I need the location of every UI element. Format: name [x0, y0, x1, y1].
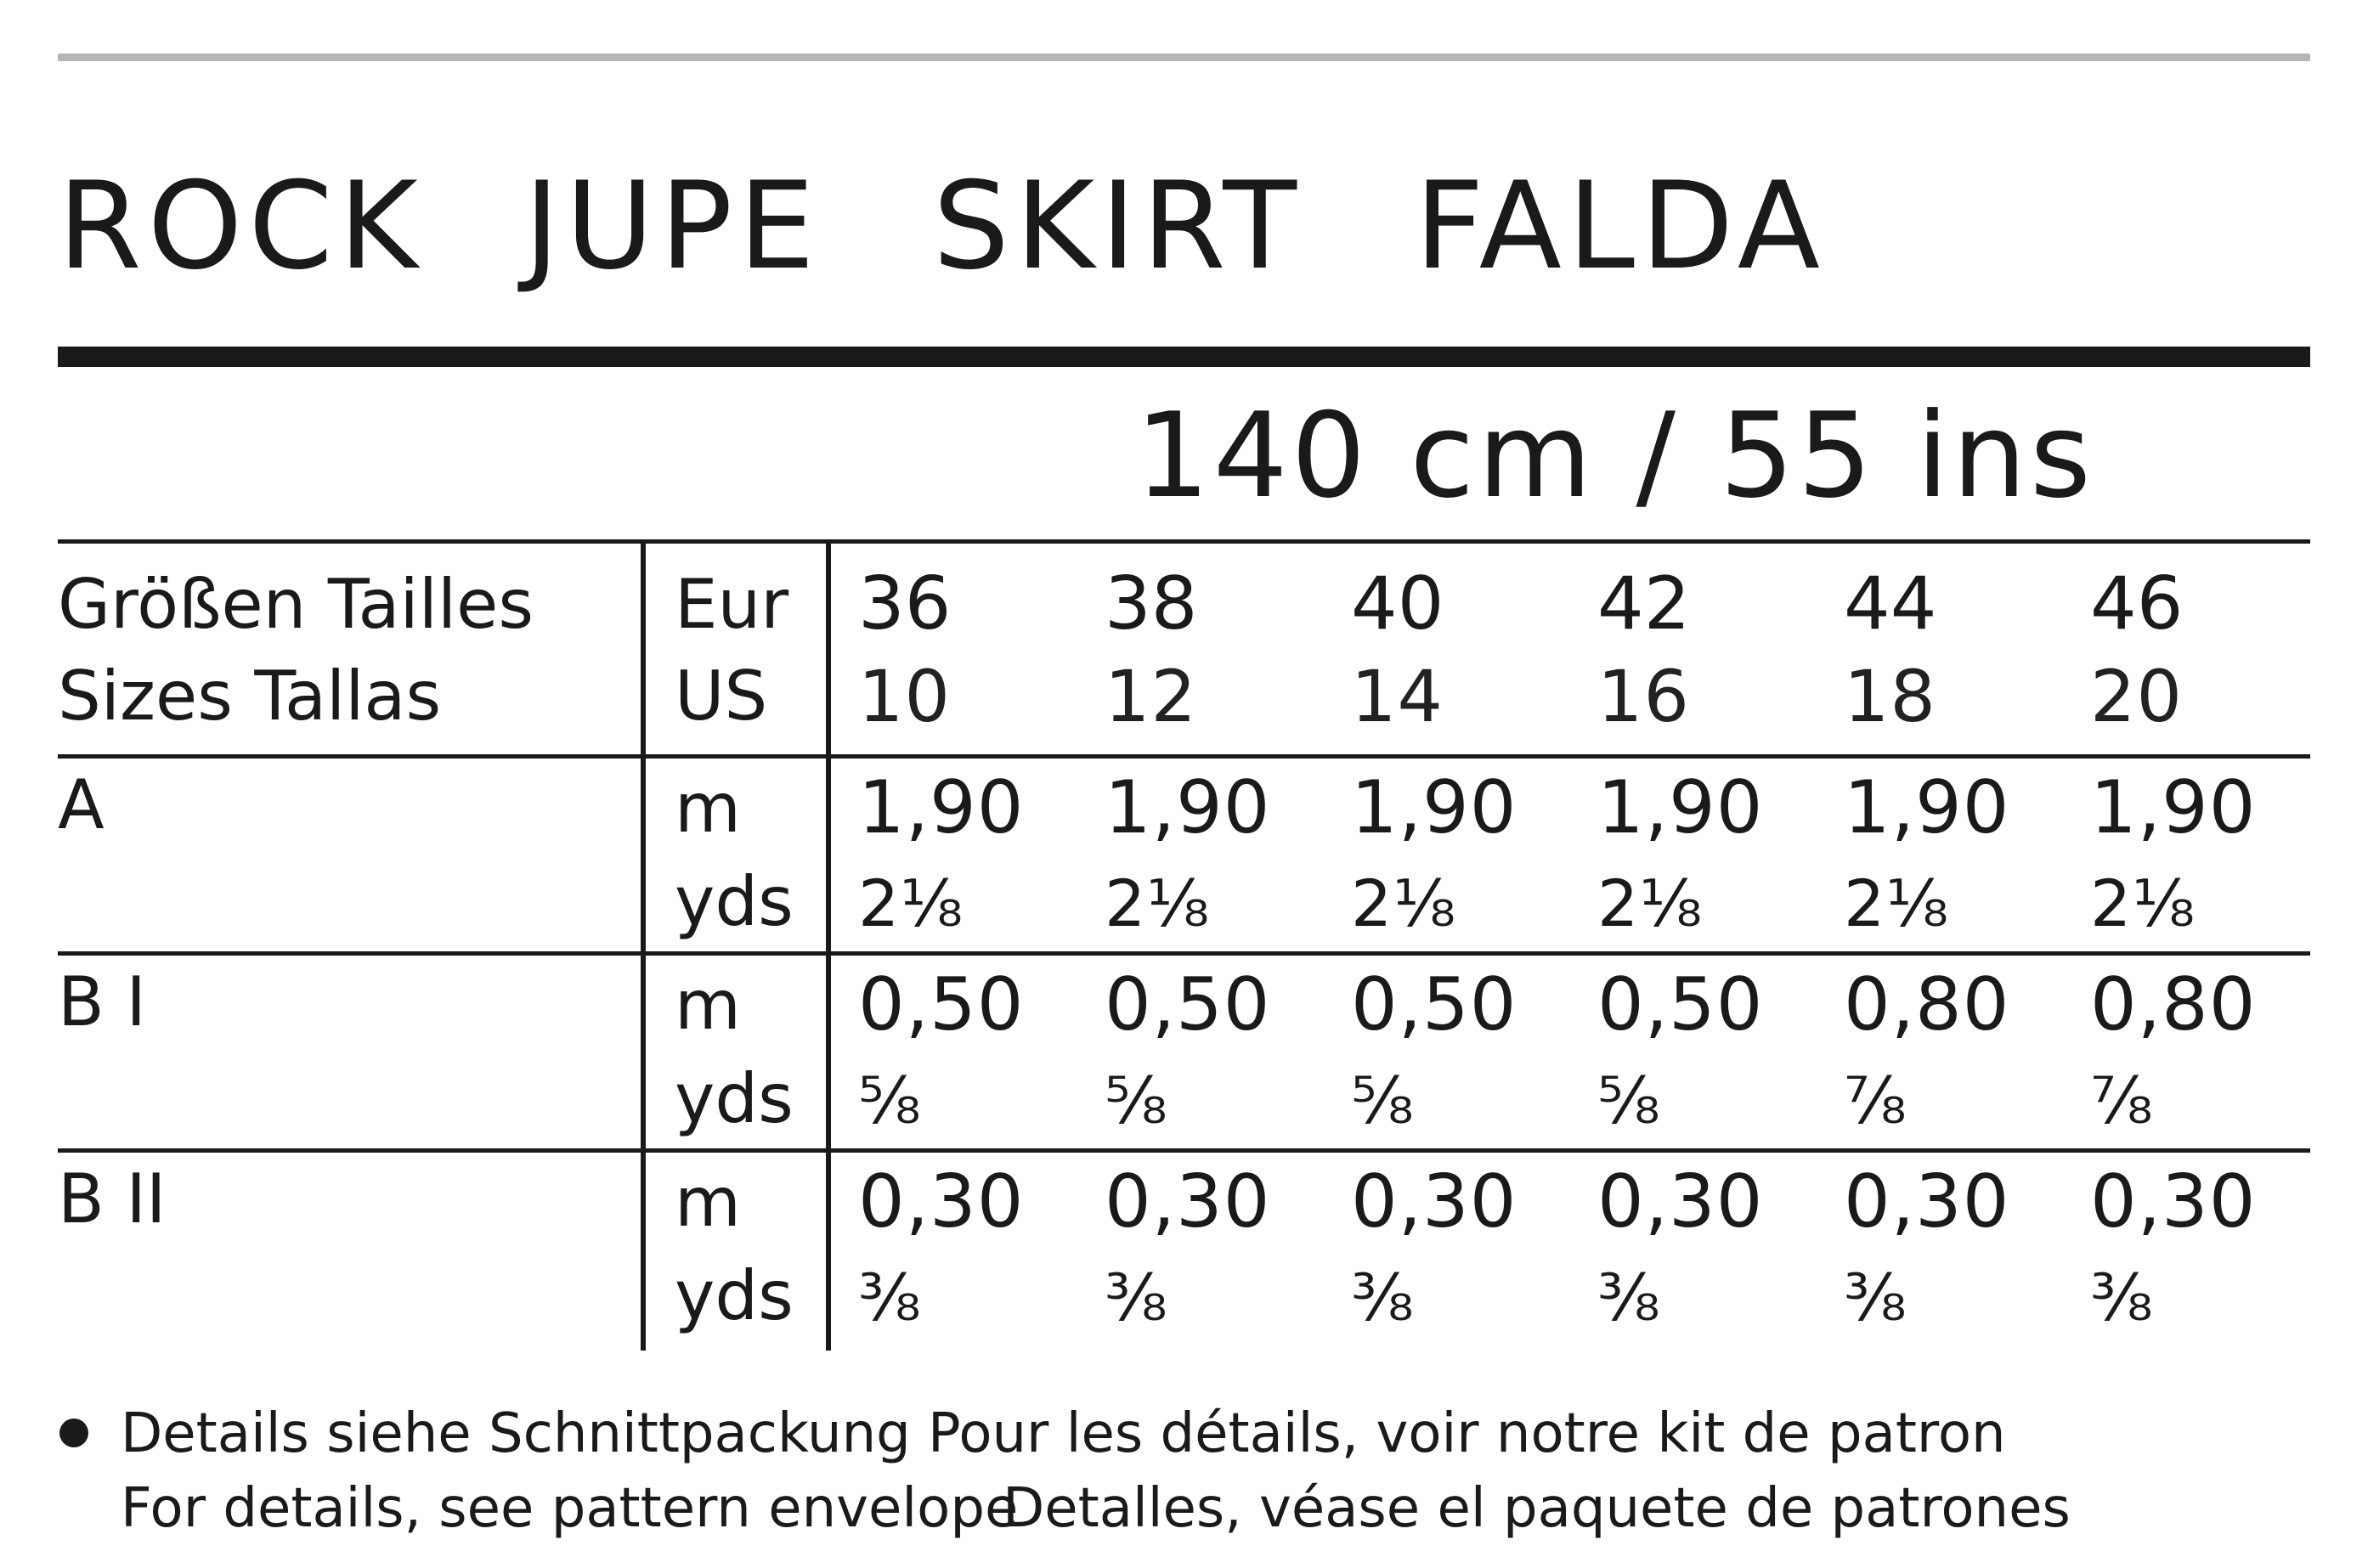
size-eur: 42 [1597, 561, 1691, 646]
yards-value: ⅝ [858, 1063, 922, 1138]
unit-yds-label: yds [675, 1256, 794, 1335]
yards-value: 2⅛ [1105, 866, 1211, 941]
row-label: B I [58, 962, 146, 1041]
unit-us-label: US [675, 657, 768, 736]
size-us: 20 [2090, 655, 2183, 738]
meters-value: 1,90 [2090, 765, 2257, 850]
meters-value: 0,50 [1597, 962, 1764, 1047]
meters-value: 0,30 [2090, 1159, 2257, 1244]
unit-eur-label: Eur [675, 565, 789, 644]
size-us: 12 [1105, 655, 1197, 738]
yards-value: ⅜ [1351, 1260, 1415, 1335]
note-en: For details, see pattern envelope [121, 1477, 1019, 1540]
meters-value: 0,50 [1105, 962, 1271, 1047]
yards-value: 2⅛ [1351, 866, 1457, 941]
column-divider [641, 539, 646, 1351]
unit-m-label: m [675, 769, 741, 848]
unit-yds-label: yds [675, 862, 794, 941]
title-divider [58, 347, 2310, 367]
table-header-rule [58, 754, 2310, 759]
yards-value: ⅜ [2090, 1260, 2154, 1335]
yards-value: ⅝ [1351, 1063, 1415, 1138]
meters-value: 1,90 [858, 765, 1025, 850]
meters-value: 0,30 [1597, 1159, 1764, 1244]
title-word-fr: JUPE [523, 156, 821, 296]
page-title [58, 156, 1826, 296]
meters-value: 0,30 [1844, 1159, 2010, 1244]
row-label: B II [58, 1159, 167, 1238]
title-word-es: FALDA [1415, 156, 1826, 296]
meters-value: 1,90 [1351, 765, 1517, 850]
unit-m-label: m [675, 966, 741, 1045]
size-header-label: Sizes Tallas [58, 657, 442, 736]
meters-value: 0,30 [1351, 1159, 1517, 1244]
meters-value: 0,50 [858, 962, 1025, 1047]
note-de: Details siehe Schnittpackung [121, 1402, 911, 1465]
yards-value: ⅝ [1597, 1063, 1661, 1138]
table-row-rule [58, 951, 2310, 956]
meters-value: 1,90 [1597, 765, 1764, 850]
meters-value: 0,30 [1105, 1159, 1271, 1244]
yards-value: 2⅛ [1844, 866, 1950, 941]
size-eur: 38 [1105, 561, 1198, 646]
unit-m-label: m [675, 1163, 741, 1242]
column-divider [826, 539, 831, 1351]
size-us: 10 [858, 655, 951, 738]
meters-value: 1,90 [1105, 765, 1271, 850]
yards-value: 2⅛ [1597, 866, 1704, 941]
top-divider [58, 54, 2310, 61]
meters-value: 0,80 [1844, 962, 2010, 1047]
table-row-rule [58, 1148, 2310, 1153]
size-header-label: Größen Tailles [58, 565, 534, 644]
note-fr: Pour les détails, voir notre kit de patron [928, 1402, 2006, 1465]
yards-value: ⅜ [858, 1260, 922, 1335]
yards-value: 2⅛ [858, 866, 964, 941]
yards-value: ⅜ [1844, 1260, 1907, 1335]
fabric-width-label: 140 cm / 55 ins [1135, 387, 2094, 524]
bullet-icon [59, 1419, 88, 1447]
yards-value: ⅜ [1597, 1260, 1661, 1335]
meters-value: 0,30 [858, 1159, 1025, 1244]
title-word-en: SKIRT [932, 156, 1303, 296]
title-word-de: ROCK [58, 156, 424, 296]
meters-value: 0,50 [1351, 962, 1517, 1047]
unit-yds-label: yds [675, 1059, 794, 1138]
yards-value: ⅞ [2090, 1063, 2154, 1138]
size-us: 18 [1844, 655, 1936, 738]
row-label: A [58, 765, 105, 844]
size-eur: 36 [858, 561, 952, 646]
meters-value: 1,90 [1844, 765, 2010, 850]
yards-value: ⅝ [1105, 1063, 1168, 1138]
yards-value: ⅜ [1105, 1260, 1168, 1335]
size-eur: 46 [2090, 561, 2184, 646]
size-us: 14 [1351, 655, 1444, 738]
size-eur: 44 [1844, 561, 1937, 646]
yards-value: ⅞ [1844, 1063, 1907, 1138]
note-es: Detalles, véase el paquete de patrones [1003, 1477, 2071, 1540]
size-us: 16 [1597, 655, 1690, 738]
size-eur: 40 [1351, 561, 1444, 646]
table-top-rule [58, 539, 2310, 544]
yards-value: 2⅛ [2090, 866, 2196, 941]
meters-value: 0,80 [2090, 962, 2257, 1047]
